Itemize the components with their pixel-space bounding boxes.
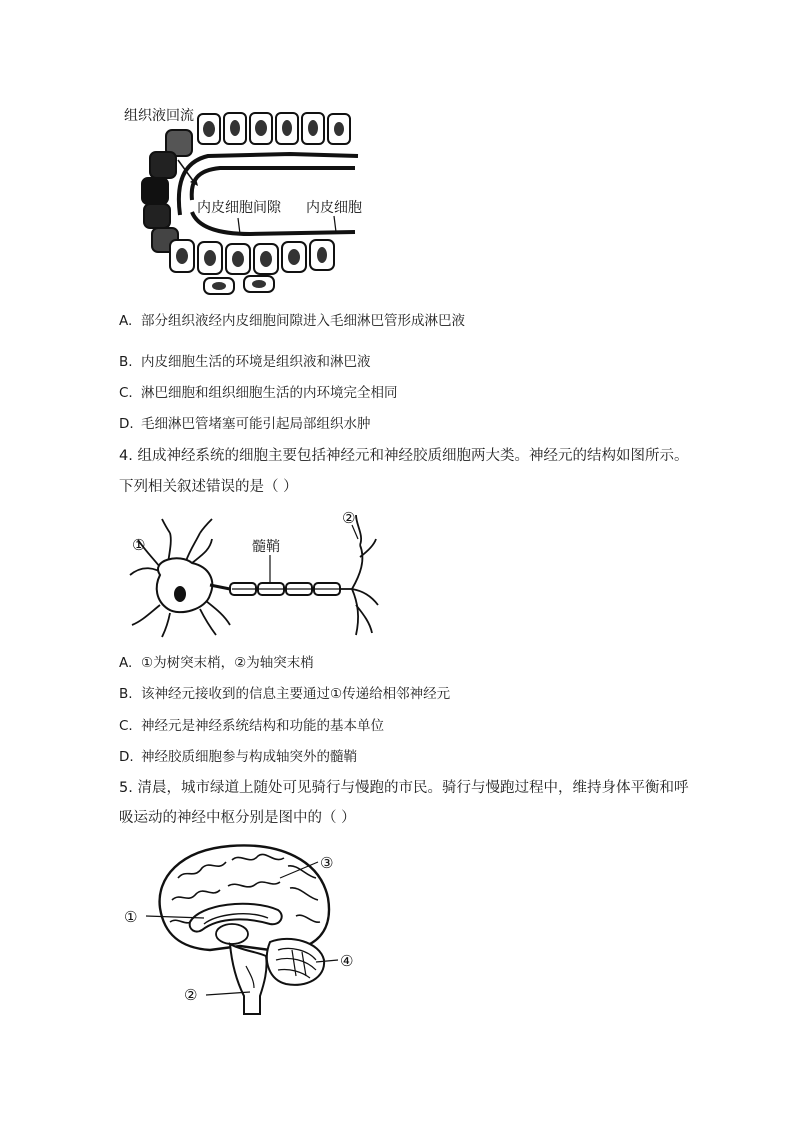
option-text: ①为树突末梢，②为轴突末梢 bbox=[141, 655, 314, 671]
option-text: 毛细淋巴管堵塞可能引起局部组织水肿 bbox=[141, 416, 371, 432]
q5-stem-line1: 5. 清晨，城市绿道上随处可见骑行与慢跑的市民。骑行与慢跑过程中，维持身体平衡和呼 bbox=[119, 780, 689, 796]
option-letter: B. bbox=[119, 354, 133, 370]
brain-mark-1: ① bbox=[124, 908, 138, 926]
neuron-mark-1: ① bbox=[132, 536, 146, 554]
option-text: 该神经元接收到的信息主要通过①传递给相邻神经元 bbox=[141, 686, 451, 702]
option-text: 神经元是神经系统结构和功能的基本单位 bbox=[141, 718, 384, 734]
option-letter: A. bbox=[119, 313, 133, 329]
q3-option-a[interactable] bbox=[119, 311, 465, 331]
q4-option-a[interactable] bbox=[119, 653, 314, 673]
neuron-mark-2: ② bbox=[342, 509, 356, 527]
label-endothelial-cell: 内皮细胞 bbox=[306, 200, 362, 216]
brain-mark-3: ③ bbox=[320, 854, 334, 872]
label-endothelial-gap: 内皮细胞间隙 bbox=[197, 200, 281, 216]
q4-stem-line2: 下列相关叙述错误的是（ ） bbox=[119, 479, 298, 495]
q3-option-c[interactable] bbox=[119, 383, 398, 403]
neuron-figure bbox=[120, 505, 380, 645]
q5-stem-line2: 吸运动的神经中枢分别是图中的（ ） bbox=[119, 810, 356, 826]
option-text: 内皮细胞生活的环境是组织液和淋巴液 bbox=[141, 354, 371, 370]
option-letter: C. bbox=[119, 718, 133, 734]
brain-mark-2: ② bbox=[184, 986, 198, 1004]
q4-stem-line1: 4. 组成神经系统的细胞主要包括神经元和神经胶质细胞两大类。神经元的结构如图所示。 bbox=[119, 448, 689, 464]
label-myelin: 髓鞘 bbox=[252, 539, 280, 555]
brain-figure bbox=[120, 838, 370, 1018]
q4-option-d[interactable] bbox=[119, 747, 357, 767]
q4-option-c[interactable] bbox=[119, 716, 384, 736]
lymph-capillary-figure bbox=[120, 100, 370, 300]
q3-option-b[interactable] bbox=[119, 352, 371, 372]
option-letter: A. bbox=[119, 655, 133, 671]
option-text: 部分组织液经内皮细胞间隙进入毛细淋巴管形成淋巴液 bbox=[141, 313, 465, 329]
option-text: 淋巴细胞和组织细胞生活的内环境完全相同 bbox=[141, 385, 398, 401]
option-letter: D. bbox=[119, 749, 134, 765]
option-letter: B. bbox=[119, 686, 133, 702]
q4-option-b[interactable] bbox=[119, 684, 450, 704]
option-letter: D. bbox=[119, 416, 134, 432]
option-text: 神经胶质细胞参与构成轴突外的髓鞘 bbox=[141, 749, 357, 765]
brain-mark-4: ④ bbox=[340, 952, 354, 970]
q3-option-d[interactable] bbox=[119, 414, 371, 434]
label-tissue-fluid-return: 组织液回流 bbox=[124, 108, 194, 124]
option-letter: C. bbox=[119, 385, 133, 401]
